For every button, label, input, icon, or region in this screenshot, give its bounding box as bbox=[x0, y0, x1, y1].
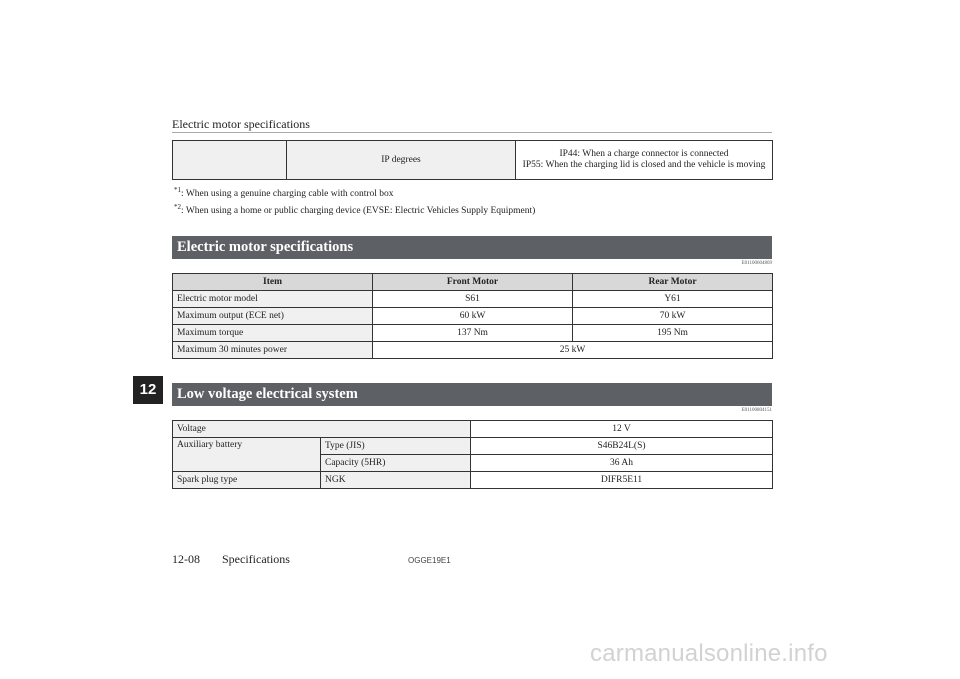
table-row bbox=[173, 325, 773, 342]
ip-degrees-value bbox=[516, 141, 773, 180]
document-code: OGGE19E1 bbox=[408, 556, 451, 565]
ip44-text: IP44: When a charge connector is connected bbox=[559, 149, 729, 159]
table-row bbox=[173, 141, 773, 180]
row-label: Electric motor model bbox=[173, 291, 373, 308]
footnote-text: : When using a genuine charging cable with control box bbox=[181, 189, 394, 200]
rear-value: Y61 bbox=[573, 291, 773, 308]
section-title-low-voltage: Low voltage electrical system bbox=[172, 383, 772, 406]
blank-cell bbox=[173, 141, 287, 180]
front-value: 137 Nm bbox=[373, 325, 573, 342]
footnotes bbox=[174, 184, 535, 218]
footnote-1 bbox=[174, 184, 535, 201]
header-item: Item bbox=[173, 274, 373, 291]
spark-plug-brand: NGK bbox=[321, 472, 471, 489]
spark-plug-label: Spark plug type bbox=[173, 472, 321, 489]
table-row bbox=[173, 308, 773, 325]
battery-type-value: S46B24L(S) bbox=[471, 438, 773, 455]
page-number: 12-08 bbox=[172, 552, 200, 566]
front-value: 60 kW bbox=[373, 308, 573, 325]
spark-plug-value: DIFR5E11 bbox=[471, 472, 773, 489]
footnote-mark: *1 bbox=[174, 186, 181, 194]
ip55-text: IP55: When the charging lid is closed and the vehicle is moving bbox=[522, 160, 766, 170]
ip-degrees-table bbox=[172, 140, 773, 180]
table-row bbox=[173, 291, 773, 308]
row-label: Maximum 30 minutes power bbox=[173, 342, 373, 359]
rear-value: 70 kW bbox=[573, 308, 773, 325]
footer-section-name: Specifications bbox=[222, 552, 290, 566]
footnote-2 bbox=[174, 201, 535, 218]
running-header: Electric motor specifications bbox=[172, 117, 310, 131]
battery-type-label: Type (JIS) bbox=[321, 438, 471, 455]
auxiliary-battery-label: Auxiliary battery bbox=[173, 438, 321, 472]
header-rear-motor: Rear Motor bbox=[573, 274, 773, 291]
low-voltage-table bbox=[172, 420, 773, 489]
chapter-tab: 12 bbox=[133, 376, 163, 404]
footnote-mark: *2 bbox=[174, 203, 181, 212]
row-label: Maximum output (ECE net) bbox=[173, 308, 373, 325]
table-header-row bbox=[173, 274, 773, 291]
voltage-value: 12 V bbox=[471, 421, 773, 438]
watermark: carmanualsonline.info bbox=[590, 640, 828, 667]
table-row bbox=[173, 342, 773, 359]
rear-value: 195 Nm bbox=[573, 325, 773, 342]
section-code: E01100604869 bbox=[741, 261, 772, 266]
table-row bbox=[173, 472, 773, 489]
header-divider bbox=[172, 132, 772, 133]
header-front-motor: Front Motor bbox=[373, 274, 573, 291]
footnote-text: : When using a home or public charging device (EVSE: Electric Vehicles Supply Equipment) bbox=[181, 206, 536, 217]
row-label: Maximum torque bbox=[173, 325, 373, 342]
voltage-label: Voltage bbox=[173, 421, 471, 438]
section-title-motor: Electric motor specifications bbox=[172, 236, 772, 259]
ip-degrees-label: IP degrees bbox=[287, 141, 516, 180]
battery-capacity-value: 36 Ah bbox=[471, 455, 773, 472]
front-value: S61 bbox=[373, 291, 573, 308]
table-row bbox=[173, 438, 773, 455]
section-code: E01100804151 bbox=[741, 408, 772, 413]
motor-spec-table bbox=[172, 273, 773, 359]
merged-value: 25 kW bbox=[373, 342, 773, 359]
battery-capacity-label: Capacity (5HR) bbox=[321, 455, 471, 472]
table-row bbox=[173, 421, 773, 438]
